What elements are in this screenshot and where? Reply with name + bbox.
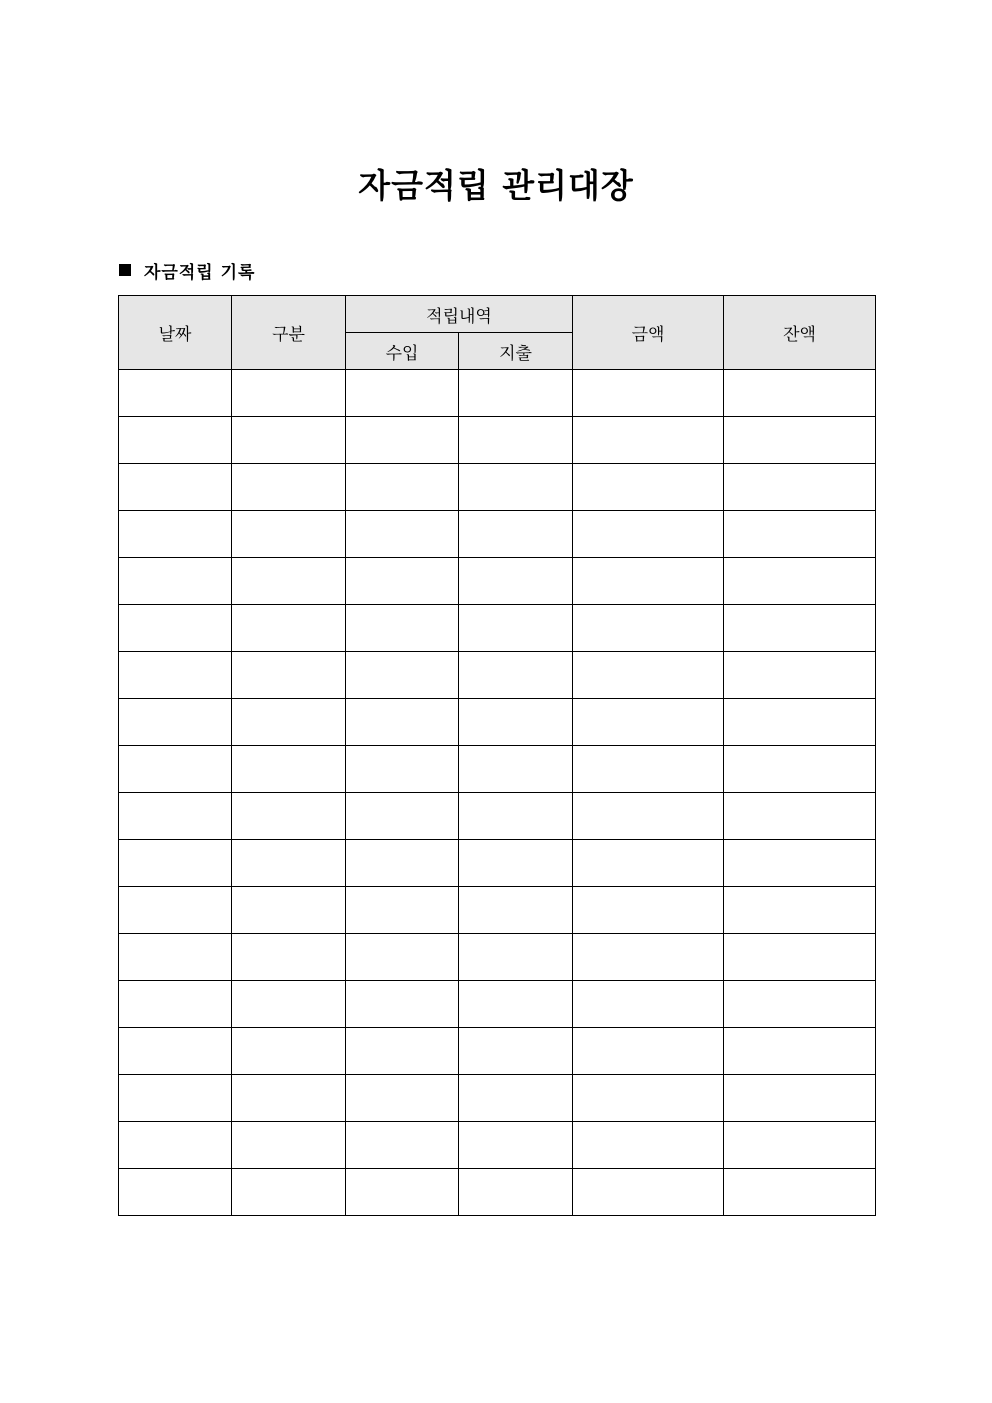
income-cell[interactable] — [346, 793, 459, 840]
balance-cell[interactable] — [724, 934, 876, 981]
date-cell[interactable] — [119, 934, 232, 981]
income-cell[interactable] — [346, 1122, 459, 1169]
income-cell[interactable] — [346, 511, 459, 558]
table-row — [119, 699, 876, 746]
date-cell[interactable] — [119, 1075, 232, 1122]
income-cell[interactable] — [346, 417, 459, 464]
header-income: 수입 — [346, 333, 459, 370]
table-row — [119, 840, 876, 887]
amount-cell[interactable] — [573, 793, 724, 840]
expense-cell[interactable] — [459, 652, 573, 699]
table-row — [119, 652, 876, 699]
amount-cell[interactable] — [573, 1075, 724, 1122]
table-row — [119, 1028, 876, 1075]
date-cell[interactable] — [119, 793, 232, 840]
section-heading-label: 자금적립 기록 — [144, 262, 256, 283]
income-cell[interactable] — [346, 370, 459, 417]
date-cell[interactable] — [119, 1122, 232, 1169]
header-balance: 잔액 — [724, 296, 876, 370]
balance-cell[interactable] — [724, 417, 876, 464]
expense-cell[interactable] — [459, 793, 573, 840]
income-cell[interactable] — [346, 934, 459, 981]
date-cell[interactable] — [119, 887, 232, 934]
date-cell[interactable] — [119, 1028, 232, 1075]
amount-cell[interactable] — [573, 558, 724, 605]
category-cell[interactable] — [232, 746, 346, 793]
amount-cell[interactable] — [573, 511, 724, 558]
category-cell[interactable] — [232, 1169, 346, 1216]
date-cell[interactable] — [119, 1169, 232, 1216]
date-cell[interactable] — [119, 699, 232, 746]
balance-cell[interactable] — [724, 1122, 876, 1169]
header-expense: 지출 — [459, 333, 573, 370]
date-cell[interactable] — [119, 605, 232, 652]
category-cell[interactable] — [232, 699, 346, 746]
table-row — [119, 558, 876, 605]
amount-cell[interactable] — [573, 746, 724, 793]
expense-cell[interactable] — [459, 1122, 573, 1169]
category-cell[interactable] — [232, 417, 346, 464]
expense-cell[interactable] — [459, 746, 573, 793]
balance-cell[interactable] — [724, 652, 876, 699]
income-cell[interactable] — [346, 1075, 459, 1122]
balance-cell[interactable] — [724, 1075, 876, 1122]
amount-cell[interactable] — [573, 417, 724, 464]
section-heading — [119, 258, 255, 282]
table-row — [119, 511, 876, 558]
expense-cell[interactable] — [459, 1169, 573, 1216]
ledger-table-body — [119, 370, 876, 1216]
date-cell[interactable] — [119, 981, 232, 1028]
amount-cell[interactable] — [573, 934, 724, 981]
date-cell[interactable] — [119, 417, 232, 464]
table-row — [119, 370, 876, 417]
balance-cell[interactable] — [724, 511, 876, 558]
category-cell[interactable] — [232, 464, 346, 511]
balance-cell[interactable] — [724, 981, 876, 1028]
income-cell[interactable] — [346, 887, 459, 934]
category-cell[interactable] — [232, 511, 346, 558]
expense-cell[interactable] — [459, 370, 573, 417]
income-cell[interactable] — [346, 464, 459, 511]
expense-cell[interactable] — [459, 981, 573, 1028]
expense-cell[interactable] — [459, 1075, 573, 1122]
table-row — [119, 1075, 876, 1122]
amount-cell[interactable] — [573, 1169, 724, 1216]
balance-cell[interactable] — [724, 793, 876, 840]
expense-cell[interactable] — [459, 699, 573, 746]
balance-cell[interactable] — [724, 464, 876, 511]
balance-cell[interactable] — [724, 370, 876, 417]
black-square-icon — [119, 264, 131, 276]
amount-cell[interactable] — [573, 370, 724, 417]
income-cell[interactable] — [346, 699, 459, 746]
table-row — [119, 934, 876, 981]
category-cell[interactable] — [232, 793, 346, 840]
table-row — [119, 793, 876, 840]
table-row — [119, 1122, 876, 1169]
expense-cell[interactable] — [459, 558, 573, 605]
category-cell[interactable] — [232, 1075, 346, 1122]
expense-cell[interactable] — [459, 934, 573, 981]
date-cell[interactable] — [119, 558, 232, 605]
header-date: 날짜 — [119, 296, 232, 370]
expense-cell[interactable] — [459, 1028, 573, 1075]
income-cell[interactable] — [346, 1028, 459, 1075]
income-cell[interactable] — [346, 605, 459, 652]
category-cell[interactable] — [232, 1122, 346, 1169]
header-accumulation-details: 적립내역 — [346, 296, 573, 333]
table-row — [119, 746, 876, 793]
category-cell[interactable] — [232, 558, 346, 605]
table-row — [119, 1169, 876, 1216]
category-cell[interactable] — [232, 981, 346, 1028]
income-cell[interactable] — [346, 840, 459, 887]
category-cell[interactable] — [232, 370, 346, 417]
category-cell[interactable] — [232, 652, 346, 699]
ledger-table-header — [119, 296, 876, 370]
category-cell[interactable] — [232, 887, 346, 934]
amount-cell[interactable] — [573, 1028, 724, 1075]
document-title: 자금적립 관리대장 — [358, 166, 634, 205]
expense-cell[interactable] — [459, 887, 573, 934]
income-cell[interactable] — [346, 558, 459, 605]
expense-cell[interactable] — [459, 464, 573, 511]
header-row-top — [119, 296, 876, 333]
date-cell[interactable] — [119, 511, 232, 558]
balance-cell[interactable] — [724, 699, 876, 746]
amount-cell[interactable] — [573, 887, 724, 934]
balance-cell[interactable] — [724, 605, 876, 652]
income-cell[interactable] — [346, 1169, 459, 1216]
category-cell[interactable] — [232, 934, 346, 981]
amount-cell[interactable] — [573, 699, 724, 746]
balance-cell[interactable] — [724, 840, 876, 887]
balance-cell[interactable] — [724, 1169, 876, 1216]
category-cell[interactable] — [232, 1028, 346, 1075]
date-cell[interactable] — [119, 370, 232, 417]
amount-cell[interactable] — [573, 981, 724, 1028]
expense-cell[interactable] — [459, 840, 573, 887]
amount-cell[interactable] — [573, 1122, 724, 1169]
table-row — [119, 417, 876, 464]
amount-cell[interactable] — [573, 605, 724, 652]
table-row — [119, 464, 876, 511]
amount-cell[interactable] — [573, 840, 724, 887]
date-cell[interactable] — [119, 464, 232, 511]
expense-cell[interactable] — [459, 511, 573, 558]
amount-cell[interactable] — [573, 652, 724, 699]
expense-cell[interactable] — [459, 605, 573, 652]
income-cell[interactable] — [346, 652, 459, 699]
header-amount: 금액 — [573, 296, 724, 370]
income-cell[interactable] — [346, 746, 459, 793]
balance-cell[interactable] — [724, 1028, 876, 1075]
income-cell[interactable] — [346, 981, 459, 1028]
ledger-table — [118, 295, 876, 1216]
balance-cell[interactable] — [724, 746, 876, 793]
date-cell[interactable] — [119, 746, 232, 793]
amount-cell[interactable] — [573, 464, 724, 511]
table-row — [119, 887, 876, 934]
category-cell[interactable] — [232, 605, 346, 652]
table-row — [119, 981, 876, 1028]
balance-cell[interactable] — [724, 558, 876, 605]
table-row — [119, 605, 876, 652]
category-cell[interactable] — [232, 840, 346, 887]
header-category: 구분 — [232, 296, 346, 370]
date-cell[interactable] — [119, 840, 232, 887]
date-cell[interactable] — [119, 652, 232, 699]
balance-cell[interactable] — [724, 887, 876, 934]
expense-cell[interactable] — [459, 417, 573, 464]
